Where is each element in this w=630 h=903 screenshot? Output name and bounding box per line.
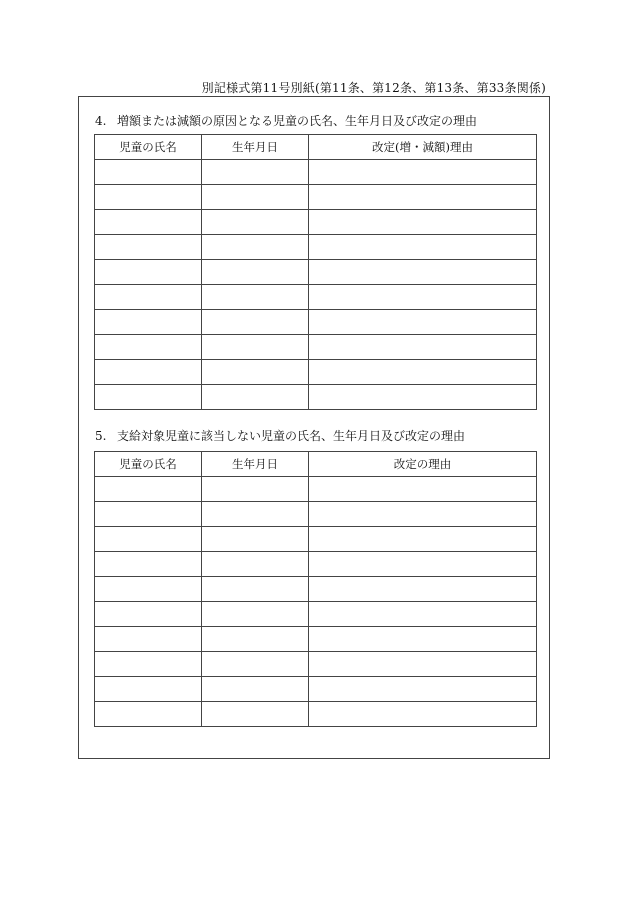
- cell-birthdate[interactable]: [202, 627, 309, 652]
- cell-reason[interactable]: [309, 627, 537, 652]
- cell-birthdate[interactable]: [202, 360, 309, 385]
- cell-birthdate[interactable]: [202, 677, 309, 702]
- cell-child-name[interactable]: [95, 527, 202, 552]
- form-reference: 別記様式第11号別紙(第11条、第12条、第13条、第33条関係): [201, 81, 546, 95]
- table-row: [95, 552, 537, 577]
- table-row: [95, 260, 537, 285]
- cell-birthdate[interactable]: [202, 160, 309, 185]
- cell-birthdate[interactable]: [202, 385, 309, 410]
- cell-child-name[interactable]: [95, 210, 202, 235]
- table-header-row: [95, 452, 537, 477]
- header-reason: 改定の理由: [309, 452, 537, 477]
- cell-birthdate[interactable]: [202, 702, 309, 727]
- cell-child-name[interactable]: [95, 335, 202, 360]
- section-4-title: [95, 113, 477, 129]
- table-row: [95, 185, 537, 210]
- cell-child-name[interactable]: [95, 160, 202, 185]
- cell-birthdate[interactable]: [202, 260, 309, 285]
- section-5-title-text: 支給対象児童に該当しない児童の氏名、生年月日及び改定の理由: [117, 429, 466, 443]
- cell-birthdate[interactable]: [202, 335, 309, 360]
- cell-reason[interactable]: [309, 210, 537, 235]
- cell-reason[interactable]: [309, 360, 537, 385]
- cell-child-name[interactable]: [95, 602, 202, 627]
- cell-birthdate[interactable]: [202, 602, 309, 627]
- cell-reason[interactable]: [309, 677, 537, 702]
- header-reason: 改定(増・減額)理由: [309, 135, 537, 160]
- cell-reason[interactable]: [309, 285, 537, 310]
- cell-reason[interactable]: [309, 335, 537, 360]
- table-row: [95, 285, 537, 310]
- cell-birthdate[interactable]: [202, 527, 309, 552]
- cell-child-name[interactable]: [95, 235, 202, 260]
- cell-reason[interactable]: [309, 160, 537, 185]
- table-row: [95, 160, 537, 185]
- cell-child-name[interactable]: [95, 652, 202, 677]
- table-row: [95, 310, 537, 335]
- cell-child-name[interactable]: [95, 310, 202, 335]
- form-frame: [78, 96, 550, 759]
- table-row: [95, 335, 537, 360]
- table-row: [95, 677, 537, 702]
- table-row: [95, 385, 537, 410]
- table-header-row: [95, 135, 537, 160]
- cell-child-name[interactable]: [95, 702, 202, 727]
- cell-birthdate[interactable]: [202, 185, 309, 210]
- cell-child-name[interactable]: [95, 577, 202, 602]
- section-5-number: 5.: [95, 429, 107, 443]
- section-5-title: [95, 428, 465, 444]
- table-row: [95, 360, 537, 385]
- cell-child-name[interactable]: [95, 360, 202, 385]
- cell-reason[interactable]: [309, 552, 537, 577]
- table-row: [95, 602, 537, 627]
- cell-birthdate[interactable]: [202, 210, 309, 235]
- cell-reason[interactable]: [309, 502, 537, 527]
- section-4-title-text: 増額または減額の原因となる児童の氏名、生年月日及び改定の理由: [117, 114, 478, 128]
- section-4-table-body: [95, 160, 537, 410]
- cell-birthdate[interactable]: [202, 652, 309, 677]
- section-5-table: [94, 451, 537, 727]
- cell-child-name[interactable]: [95, 385, 202, 410]
- cell-child-name[interactable]: [95, 677, 202, 702]
- cell-reason[interactable]: [309, 260, 537, 285]
- cell-child-name[interactable]: [95, 627, 202, 652]
- table-row: [95, 235, 537, 260]
- cell-reason[interactable]: [309, 577, 537, 602]
- cell-child-name[interactable]: [95, 285, 202, 310]
- cell-child-name[interactable]: [95, 502, 202, 527]
- header-child-name: 児童の氏名: [95, 452, 202, 477]
- cell-reason[interactable]: [309, 602, 537, 627]
- header-birthdate: 生年月日: [202, 135, 309, 160]
- cell-reason[interactable]: [309, 477, 537, 502]
- cell-birthdate[interactable]: [202, 552, 309, 577]
- cell-child-name[interactable]: [95, 552, 202, 577]
- section-4-table: [94, 134, 537, 410]
- cell-child-name[interactable]: [95, 260, 202, 285]
- cell-reason[interactable]: [309, 235, 537, 260]
- cell-reason[interactable]: [309, 702, 537, 727]
- cell-birthdate[interactable]: [202, 235, 309, 260]
- table-row: [95, 627, 537, 652]
- table-row: [95, 702, 537, 727]
- table-row: [95, 502, 537, 527]
- table-row: [95, 652, 537, 677]
- cell-birthdate[interactable]: [202, 502, 309, 527]
- cell-child-name[interactable]: [95, 477, 202, 502]
- cell-birthdate[interactable]: [202, 285, 309, 310]
- header-birthdate: 生年月日: [202, 452, 309, 477]
- header-child-name: 児童の氏名: [95, 135, 202, 160]
- cell-birthdate[interactable]: [202, 310, 309, 335]
- section-5-table-body: [95, 477, 537, 727]
- cell-reason[interactable]: [309, 185, 537, 210]
- cell-reason[interactable]: [309, 527, 537, 552]
- table-row: [95, 477, 537, 502]
- table-row: [95, 527, 537, 552]
- cell-birthdate[interactable]: [202, 477, 309, 502]
- cell-child-name[interactable]: [95, 185, 202, 210]
- cell-reason[interactable]: [309, 310, 537, 335]
- cell-reason[interactable]: [309, 652, 537, 677]
- table-row: [95, 577, 537, 602]
- table-row: [95, 210, 537, 235]
- cell-reason[interactable]: [309, 385, 537, 410]
- cell-birthdate[interactable]: [202, 577, 309, 602]
- section-4-number: 4.: [95, 114, 107, 128]
